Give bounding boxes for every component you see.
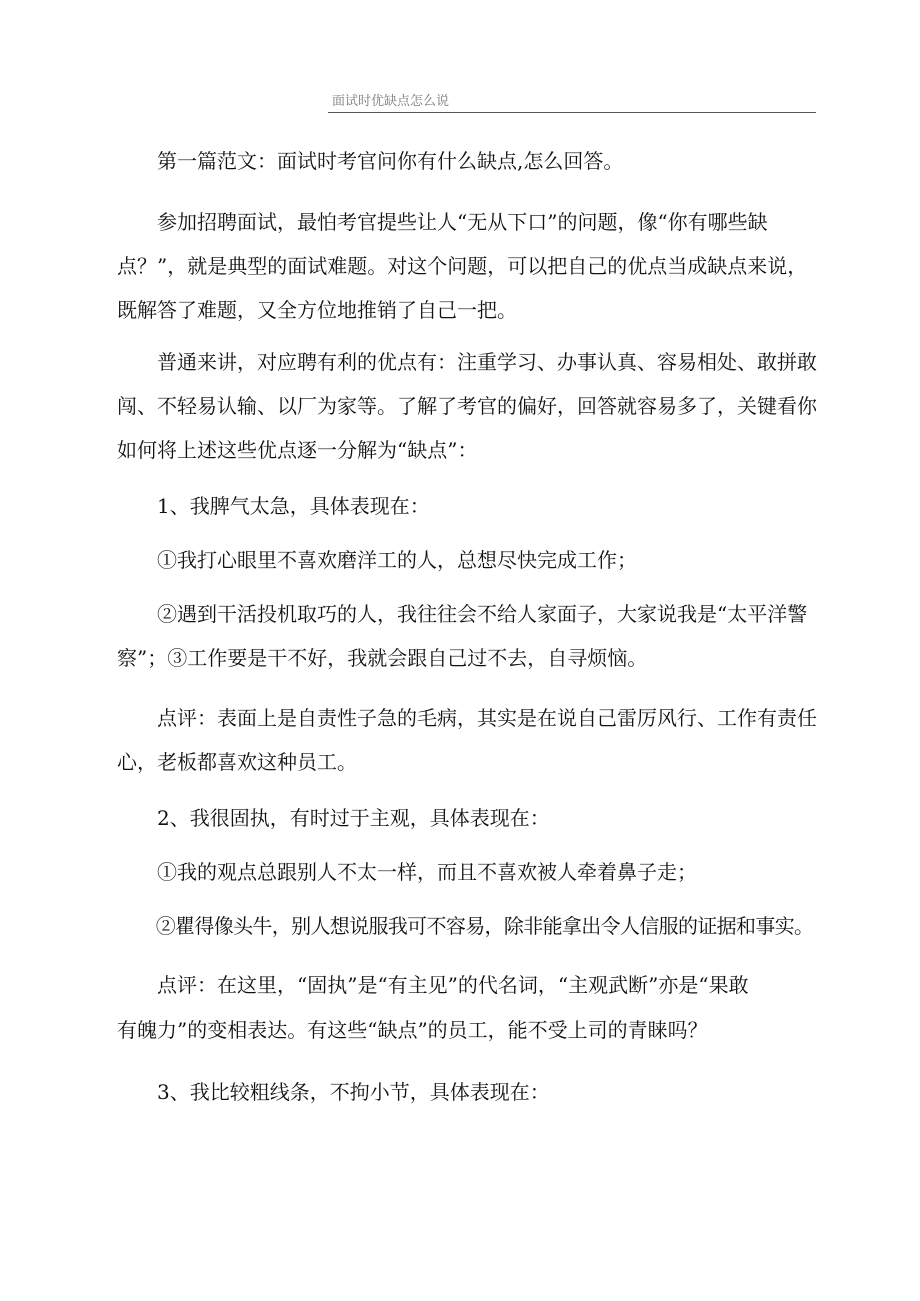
paragraph-line: 闯、不轻易认输、以厂为家等。了解了考官的偏好，回答就容易多了，关键看你 [117,394,817,418]
paragraph-line: 察”；③工作要是干不好，我就会跟自己过不去，自寻烦恼。 [117,646,648,670]
paragraph-line: 2、我很固执，有时过于主观，具体表现在： [117,806,550,830]
paragraph-line: 有魄力”的变相表达。有这些“缺点”的员工，能不受上司的青睐吗？ [117,1018,708,1042]
paragraph-line: 普通来讲，对应聘有利的优点有：注重学习、办事认真、容易相处、敢拼敢 [117,350,817,374]
header-title: 面试时优缺点怎么说 [332,94,450,109]
paragraph-line: 心，老板都喜欢这种员工。 [117,750,357,774]
paragraph-line: ②瞿得像头牛，别人想说服我可不容易，除非能拿出令人信服的证据和事实。 [117,914,814,938]
paragraph-line: 第一篇范文：面试时考官问你有什么缺点,怎么回答。 [117,149,624,173]
paragraph-line: ①我的观点总跟别人不太一样，而且不喜欢被人牵着鼻子走； [117,860,697,884]
paragraph-line: 参加招聘面试，最怕考官提些让人“无从下口”的问题，像“你有哪些缺 [117,210,768,234]
paragraph-line: 3、我比较粗线条，不拘小节，具体表现在： [117,1080,550,1104]
paragraph-line: 点评：在这里，“固执”是“有主见”的代名词，“主观武断”亦是“果敢 [117,973,749,997]
paragraph-line: 如何将上述这些优点逐一分解为“缺点”： [117,438,478,462]
paragraph-line: ①我打心眼里不喜欢磨洋工的人，总想尽快完成工作； [117,548,637,572]
paragraph-line: 既解答了难题，又全方位地推销了自己一把。 [117,298,517,322]
paragraph-line: 点？”，就是典型的面试难题。对这个问题，可以把自己的优点当成缺点来说， [117,254,808,278]
paragraph-line: 点评：表面上是自责性子急的毛病，其实是在说自己雷厉风行、工作有责任 [117,706,817,730]
paragraph-line: ②遇到干活投机取巧的人，我往往会不给人家面子，大家说我是“太平洋警 [117,602,808,626]
paragraph-line: 1、我脾气太急，具体表现在： [117,494,430,518]
page-header [328,92,816,113]
